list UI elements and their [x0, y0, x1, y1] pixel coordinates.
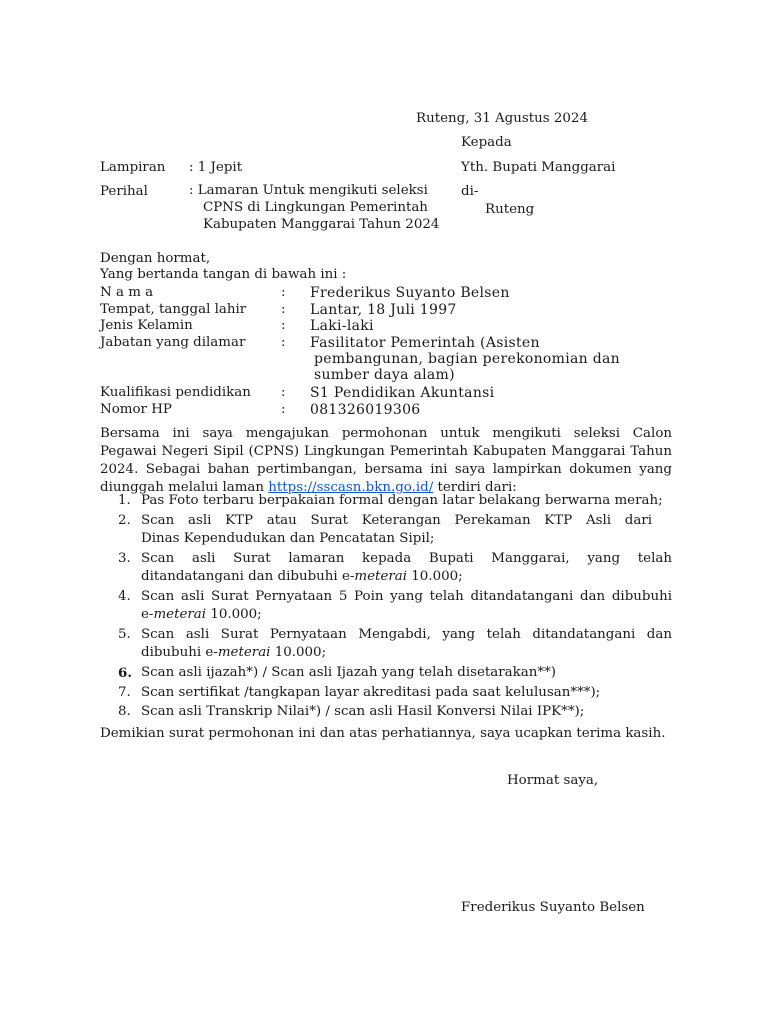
bio-colon: :	[281, 402, 286, 417]
bio-label-gender: Jenis Kelamin	[100, 318, 193, 333]
bio-colon: :	[281, 318, 286, 333]
bio-colon: :	[281, 285, 286, 300]
bio-label-nama: N a m a	[100, 285, 154, 300]
list-number: 7.	[118, 685, 131, 700]
bio-value-position-2: pembangunan, bagian perekonomian dan	[314, 351, 620, 367]
bio-label-phone: Nomor HP	[100, 402, 172, 417]
list-text: Scan asli Surat lamaran kepada Bupati Manggarai, yang telah	[141, 551, 672, 566]
list-number: 5.	[118, 627, 131, 642]
list-item	[100, 550, 672, 588]
bio-colon: :	[281, 385, 286, 400]
list-text: Scan sertifikat /tangkapan layar akreditasi pada saat kelulusan***);	[141, 685, 601, 700]
perihal-line-3: Kabupaten Manggarai Tahun 2024	[203, 217, 440, 232]
list-item	[100, 684, 672, 703]
list-text: Dinas Kependudukan dan Pencatatan Sipil;	[141, 531, 435, 546]
list-item	[100, 703, 672, 722]
body-line: Bersama ini saya mengajukan permohonan untuk mengikuti seleksi Calon	[100, 426, 672, 441]
list-item	[100, 626, 672, 664]
list-item	[100, 512, 672, 550]
recipient-location: Ruteng	[485, 202, 535, 217]
body-line: Pegawai Negeri Sipil (CPNS) Lingkungan Pemerintah Kabupaten Manggarai Tahun	[100, 444, 672, 459]
place-date: Ruteng, 31 Agustus 2024	[416, 111, 588, 126]
list-number: 6.	[118, 665, 132, 681]
document-list	[100, 492, 672, 722]
di-label: di-	[461, 184, 479, 199]
bio-value-nama: Frederikus Suyanto Belsen	[310, 285, 510, 301]
kepada-label: Kepada	[461, 135, 512, 150]
closing-text: Demikian surat permohonan ini dan atas perhatiannya, saya ucapkan terima kasih.	[100, 726, 666, 741]
bio-colon: :	[281, 335, 286, 350]
list-item	[100, 492, 672, 512]
list-number: 8.	[118, 704, 131, 719]
greeting: Dengan hormat,	[100, 251, 211, 266]
body-text: terdiri dari:	[437, 480, 517, 495]
perihal-label: Perihal	[100, 184, 148, 199]
lampiran-value: : 1 Jepit	[189, 160, 243, 175]
intro-text: Yang bertanda tangan di bawah ini :	[100, 267, 347, 282]
list-item	[100, 664, 672, 684]
list-number: 3.	[118, 551, 131, 566]
bio-value-gender: Laki-laki	[310, 318, 374, 334]
bio-colon: :	[281, 302, 286, 317]
bio-label-ttl: Tempat, tanggal lahir	[100, 302, 247, 317]
list-text: dibubuhi e-meterai 10.000;	[141, 645, 327, 660]
bio-label-education: Kualifikasi pendidikan	[100, 385, 251, 400]
list-number: 1.	[118, 493, 131, 508]
body-paragraph	[100, 425, 672, 497]
bio-label-position: Jabatan yang dilamar	[100, 335, 246, 350]
bio-value-ttl: Lantar, 18 Juli 1997	[310, 302, 457, 318]
list-text: Scan asli Transkrip Nilai*) / scan asli Hasil Konversi Nilai IPK**);	[141, 704, 585, 719]
sscasn-link[interactable]: https://sscasn.bkn.go.id/	[268, 480, 434, 495]
list-item	[100, 588, 672, 626]
list-text: Scan asli KTP atau Surat Keterangan Perekaman KTP Asli dari	[141, 513, 652, 528]
bio-value-position-3: sumber daya alam)	[314, 367, 455, 383]
recipient: Yth. Bupati Manggarai	[461, 160, 616, 175]
signature-name: Frederikus Suyanto Belsen	[461, 900, 645, 915]
bio-value-position: Fasilitator Pemerintah (Asisten	[310, 335, 540, 351]
lampiran-label: Lampiran	[100, 160, 166, 175]
list-text: ditandatangani dan dibubuhi e-meterai 10.000;	[141, 569, 463, 584]
list-number: 4.	[118, 589, 131, 604]
body-text: diunggah melalui laman	[100, 480, 265, 495]
body-line: 2024. Sebagai bahan pertimbangan, bersama ini saya lampirkan dokumen yang	[100, 462, 672, 477]
bio-value-phone: 081326019306	[310, 402, 421, 418]
signature-salutation: Hormat saya,	[507, 773, 599, 788]
perihal-line-1: : Lamaran Untuk mengikuti seleksi	[189, 183, 428, 198]
list-text: Scan asli Surat Pernyataan Mengabdi, yang telah ditandatangani dan	[141, 627, 672, 642]
list-text: e-meterai 10.000;	[141, 607, 262, 622]
list-text: Scan asli Surat Pernyataan 5 Poin yang telah ditandatangani dan dibubuhi	[141, 589, 672, 604]
list-text: Pas Foto terbaru berpakaian formal dengan latar belakang berwarna merah;	[141, 493, 663, 508]
list-number: 2.	[118, 513, 131, 528]
perihal-line-2: CPNS di Lingkungan Pemerintah	[203, 200, 428, 215]
list-text: Scan asli ijazah*) / Scan asli Ijazah yang telah disetarakan**)	[141, 665, 556, 680]
bio-value-education: S1 Pendidikan Akuntansi	[310, 385, 495, 401]
